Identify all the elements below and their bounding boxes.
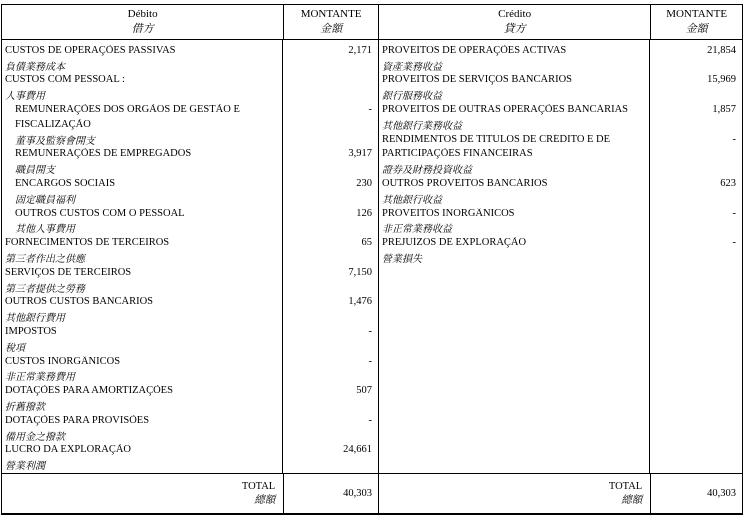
line-amount: - <box>368 326 372 338</box>
line-label: 第三者作出之供應 <box>5 254 85 266</box>
line-label: 其他銀行業務收益 <box>381 120 462 132</box>
debit-column <box>2 40 379 473</box>
line-label: PROVEITOS DE OUTRAS OPERAÇÕES BANCÁRIAS <box>381 104 628 116</box>
line-label: 非正常業務費用 <box>5 372 75 384</box>
debit-total-amount: 40,303 <box>284 474 379 513</box>
statement-line <box>2 235 378 250</box>
line-label: SERVIÇOS DE TERCEIROS <box>5 266 132 278</box>
total-label-zh: 總額 <box>254 494 276 506</box>
total-row <box>2 473 742 513</box>
line-amount: - <box>732 133 736 145</box>
statement-line <box>2 191 378 206</box>
statement-line <box>379 43 742 58</box>
line-label: 非正常業務收益 <box>381 224 452 236</box>
statement-line <box>2 443 378 458</box>
line-label: PREJUÍZOS DE EXPLORAÇÃO <box>381 237 527 249</box>
line-label: 資產業務收益 <box>381 61 442 73</box>
statement-line <box>379 235 742 250</box>
table-body <box>2 40 742 473</box>
statement-line <box>2 457 378 472</box>
line-label: 證券及財務投資收益 <box>381 165 472 177</box>
line-amount: - <box>732 207 736 219</box>
line-label: 銀行服務收益 <box>381 91 442 103</box>
line-label: 職員開支 <box>15 165 55 177</box>
line-label: PARTICIPAÇÕES FINANCEIRAS <box>381 148 533 160</box>
total-label: TOTAL <box>241 480 276 492</box>
line-label: OUTROS PROVEITOS BANCÁRIOS <box>381 178 548 190</box>
statement-line <box>2 309 378 324</box>
total-label: TOTAL <box>608 480 643 492</box>
line-amount: 21,854 <box>707 44 736 56</box>
table-header <box>2 5 742 40</box>
total-label-zh: 總額 <box>621 494 643 506</box>
statement-line <box>2 324 378 339</box>
line-label: 其他銀行費用 <box>5 313 65 325</box>
line-label: 營業損失 <box>381 254 422 266</box>
statement-line <box>379 176 742 191</box>
line-label: 稅項 <box>5 342 25 354</box>
line-amount: 7,150 <box>348 266 372 278</box>
line-label: OUTROS CUSTOS BANCÁRIOS <box>5 296 154 308</box>
line-label: PROVEITOS DE OPERAÇÕES ACTIVAS <box>381 44 567 56</box>
profit-loss-statement <box>1 4 743 515</box>
statement-line <box>379 206 742 221</box>
line-amount: 1,476 <box>348 296 372 308</box>
line-label: 第三者提供之勞務 <box>5 283 85 295</box>
statement-line <box>379 102 742 117</box>
statement-line <box>379 132 742 147</box>
line-amount: 15,969 <box>707 74 736 86</box>
statement-line <box>2 339 378 354</box>
statement-line <box>2 295 378 310</box>
debit-title: Débito <box>127 8 158 20</box>
line-amount: 1,857 <box>712 104 736 116</box>
line-label: DOTAÇÕES PARA PROVISÕES <box>5 414 150 426</box>
line-label: 人事費用 <box>5 91 45 103</box>
statement-line <box>2 428 378 443</box>
line-label: PROVEITOS INORGÂNICOS <box>381 207 515 219</box>
line-label: ENCARGOS SOCIAIS <box>15 178 116 190</box>
statement-line <box>2 250 378 265</box>
line-amount: 230 <box>356 178 372 190</box>
statement-line <box>2 221 378 236</box>
statement-line <box>2 369 378 384</box>
line-label: DOTAÇÕES PARA AMORTIZAÇÕES <box>5 385 173 397</box>
statement-line <box>2 383 378 398</box>
line-amount: 3,917 <box>348 148 372 160</box>
statement-line <box>379 161 742 176</box>
statement-line <box>2 87 378 102</box>
debit-total-label <box>2 474 284 513</box>
debit-title-zh: 借方 <box>131 23 154 35</box>
line-label: 備用金之撥款 <box>5 431 65 443</box>
line-label: FORNECIMENTOS DE TERCEIROS <box>5 237 170 249</box>
line-amount: - <box>368 414 372 426</box>
line-label: CUSTOS INORGÂNICOS <box>5 355 121 367</box>
line-label: 營業利潤 <box>5 461 45 473</box>
credit-title-zh: 貸方 <box>503 23 526 35</box>
credit-total-label <box>379 474 651 513</box>
statement-line <box>2 147 378 162</box>
statement-line <box>2 73 378 88</box>
statement-line <box>2 413 378 428</box>
statement-line <box>2 43 378 58</box>
statement-line <box>379 147 742 162</box>
montante-header-right <box>651 5 742 39</box>
statement-line <box>379 191 742 206</box>
statement-line <box>2 206 378 221</box>
credit-total-amount: 40,303 <box>707 488 736 499</box>
line-label: 折舊撥款 <box>5 402 45 414</box>
line-label: REMUNERAÇÕES DE EMPREGADOS <box>15 148 192 160</box>
statement-line <box>379 73 742 88</box>
statement-line <box>2 265 378 280</box>
statement-line <box>2 102 378 117</box>
statement-line <box>2 132 378 147</box>
line-label: CUSTOS DE OPERAÇÕES PASSIVAS <box>5 44 176 56</box>
line-label: OUTROS CUSTOS COM O PESSOAL <box>15 207 185 219</box>
line-label: LUCRO DA EXPLORAÇÃO <box>5 444 132 456</box>
line-amount: 2,171 <box>348 44 372 56</box>
credit-column <box>379 40 742 473</box>
statement-line <box>379 117 742 132</box>
line-amount: 126 <box>356 207 372 219</box>
line-label: RENDIMENTOS DE TÍTULOS DE CRÉDITO E DE <box>381 133 611 145</box>
line-label: REMUNERAÇÕES DOS ÓRGÃOS DE GESTÃO E <box>15 104 240 116</box>
statement-line <box>2 280 378 295</box>
line-label: PROVEITOS DE SERVIÇOS BANCÁRIOS <box>381 74 573 86</box>
statement-line <box>379 250 742 265</box>
line-label: 董事及監察會開支 <box>15 135 95 147</box>
line-amount: - <box>368 355 372 367</box>
statement-line <box>2 161 378 176</box>
montante-title-left: MONTANTE <box>300 8 362 20</box>
line-label: CUSTOS COM PESSOAL : <box>5 74 125 86</box>
montante-header-left <box>284 5 379 39</box>
statement-line <box>2 58 378 73</box>
statement-line <box>2 117 378 132</box>
credit-title: Crédito <box>498 8 532 20</box>
montante-title-right: MONTANTE <box>666 8 728 20</box>
line-label: FISCALIZAÇÃO <box>15 118 91 130</box>
line-amount: 623 <box>720 178 736 190</box>
montante-title-right-zh: 金額 <box>685 23 708 35</box>
credit-header <box>379 5 651 39</box>
statement-line <box>2 354 378 369</box>
line-label: IMPOSTOS <box>5 326 57 338</box>
statement-line <box>379 58 742 73</box>
statement-line <box>379 221 742 236</box>
line-label: 固定職員福利 <box>15 194 75 206</box>
line-amount: 24,661 <box>343 444 372 456</box>
statement-line <box>2 176 378 191</box>
line-label: 其他人事費用 <box>15 224 75 236</box>
line-amount: 65 <box>361 237 372 249</box>
debit-header <box>2 5 284 39</box>
line-label: 負債業務成本 <box>5 61 65 73</box>
statement-line <box>379 87 742 102</box>
montante-title-left-zh: 金額 <box>320 23 343 35</box>
line-amount: - <box>732 237 736 249</box>
line-amount: - <box>368 104 372 116</box>
line-label: 其他銀行收益 <box>381 194 442 206</box>
statement-line <box>2 398 378 413</box>
line-amount: 507 <box>356 385 372 397</box>
